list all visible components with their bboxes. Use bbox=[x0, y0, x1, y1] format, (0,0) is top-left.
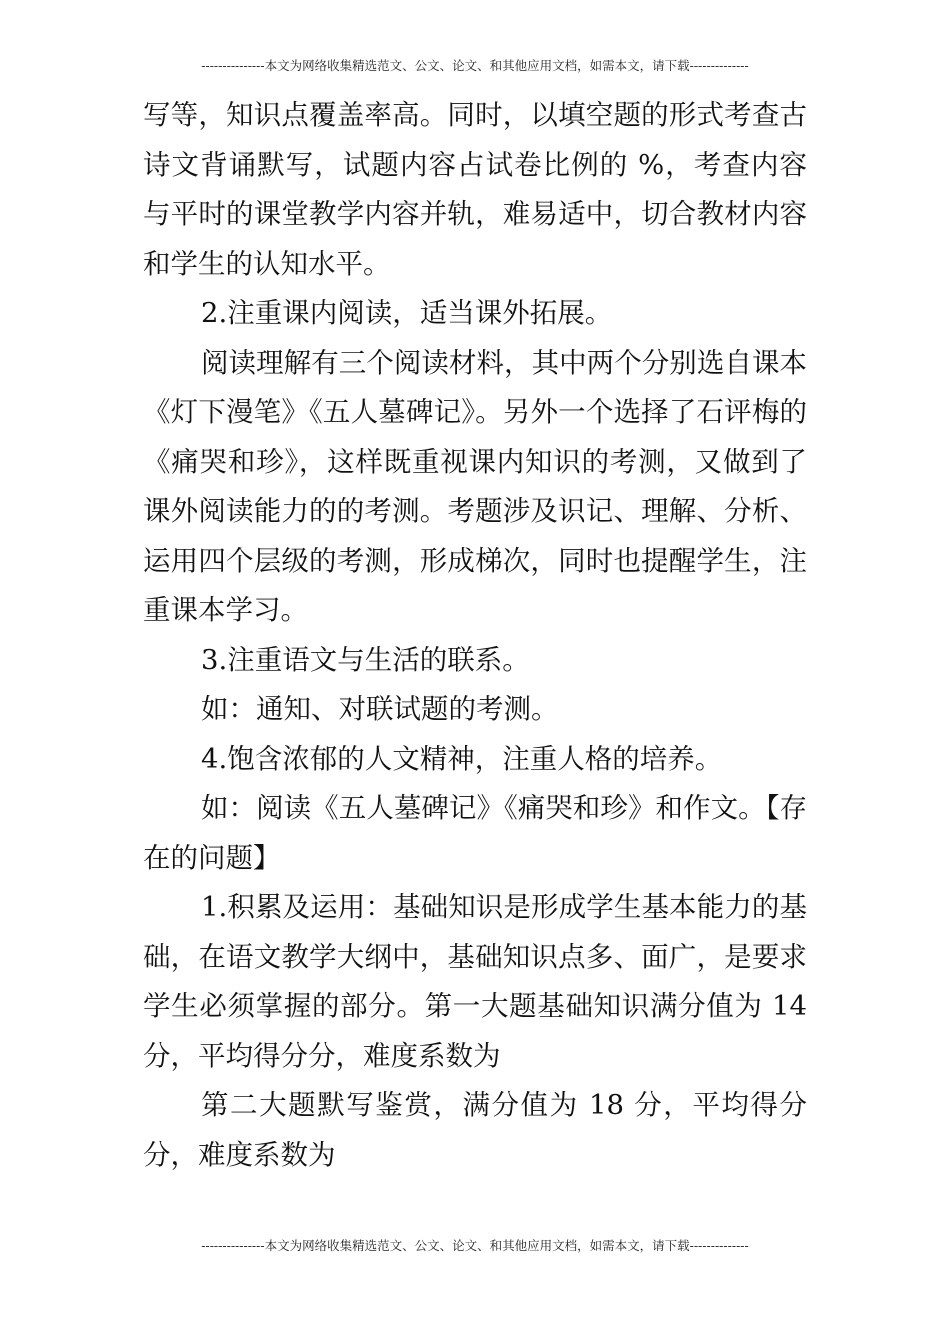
header-banner: ---------------本文为网络收集精选范文、公文、论文、和其他应用文档，如需本文，请下载-------------- bbox=[201, 58, 749, 73]
paragraph-example-4: 如：阅读《五人墓碑记》《痛哭和珍》和作文。【存在的问题】 bbox=[143, 792, 807, 874]
heading-point-4: 4.饱含浓郁的人文精神，注重人格的培养。 bbox=[201, 742, 723, 775]
paragraph-problem-1: 1.积累及运用：基础知识是形成学生基本能力的基础，在语文教学大纲中，基础知识点多、面广，是要求学生必须掌握的部分。第一大题基础知识满分值为 14 分，平均得分分，难度系数为 bbox=[143, 891, 807, 1072]
document-body bbox=[143, 91, 807, 1180]
paragraph-example-3: 如：通知、对联试题的考测。 bbox=[201, 693, 559, 725]
footer-banner: ---------------本文为网络收集精选范文、公文、论文、和其他应用文档，如需本文，请下载-------------- bbox=[201, 1238, 749, 1253]
heading-point-2: 2.注重课内阅读，适当课外拓展。 bbox=[201, 297, 613, 329]
paragraph-continuation: 写等，知识点覆盖率高。同时，以填空题的形式考查古诗文背诵默写，试题内容占试卷比例的 %，考查内容与平时的课堂教学内容并轨，难易适中，切合教材内容和学生的认知水平。 bbox=[143, 99, 807, 280]
paragraph-problem-2: 第二大题默写鉴赏，满分值为 18 分，平均得分分，难度系数为 bbox=[143, 1089, 807, 1171]
paragraph-reading: 阅读理解有三个阅读材料，其中两个分别选自课本《灯下漫笔》《五人墓碑记》。另外一个选择了石评梅的《痛哭和珍》，这样既重视课内知识的考测，又做到了课外阅读能力的的考测。考题涉及识记、理解、分析、运用四个层级的考测，形成梯次，同时也提醒学生，注重课本学习。 bbox=[143, 346, 807, 626]
heading-point-3: 3.注重语文与生活的联系。 bbox=[201, 643, 530, 676]
